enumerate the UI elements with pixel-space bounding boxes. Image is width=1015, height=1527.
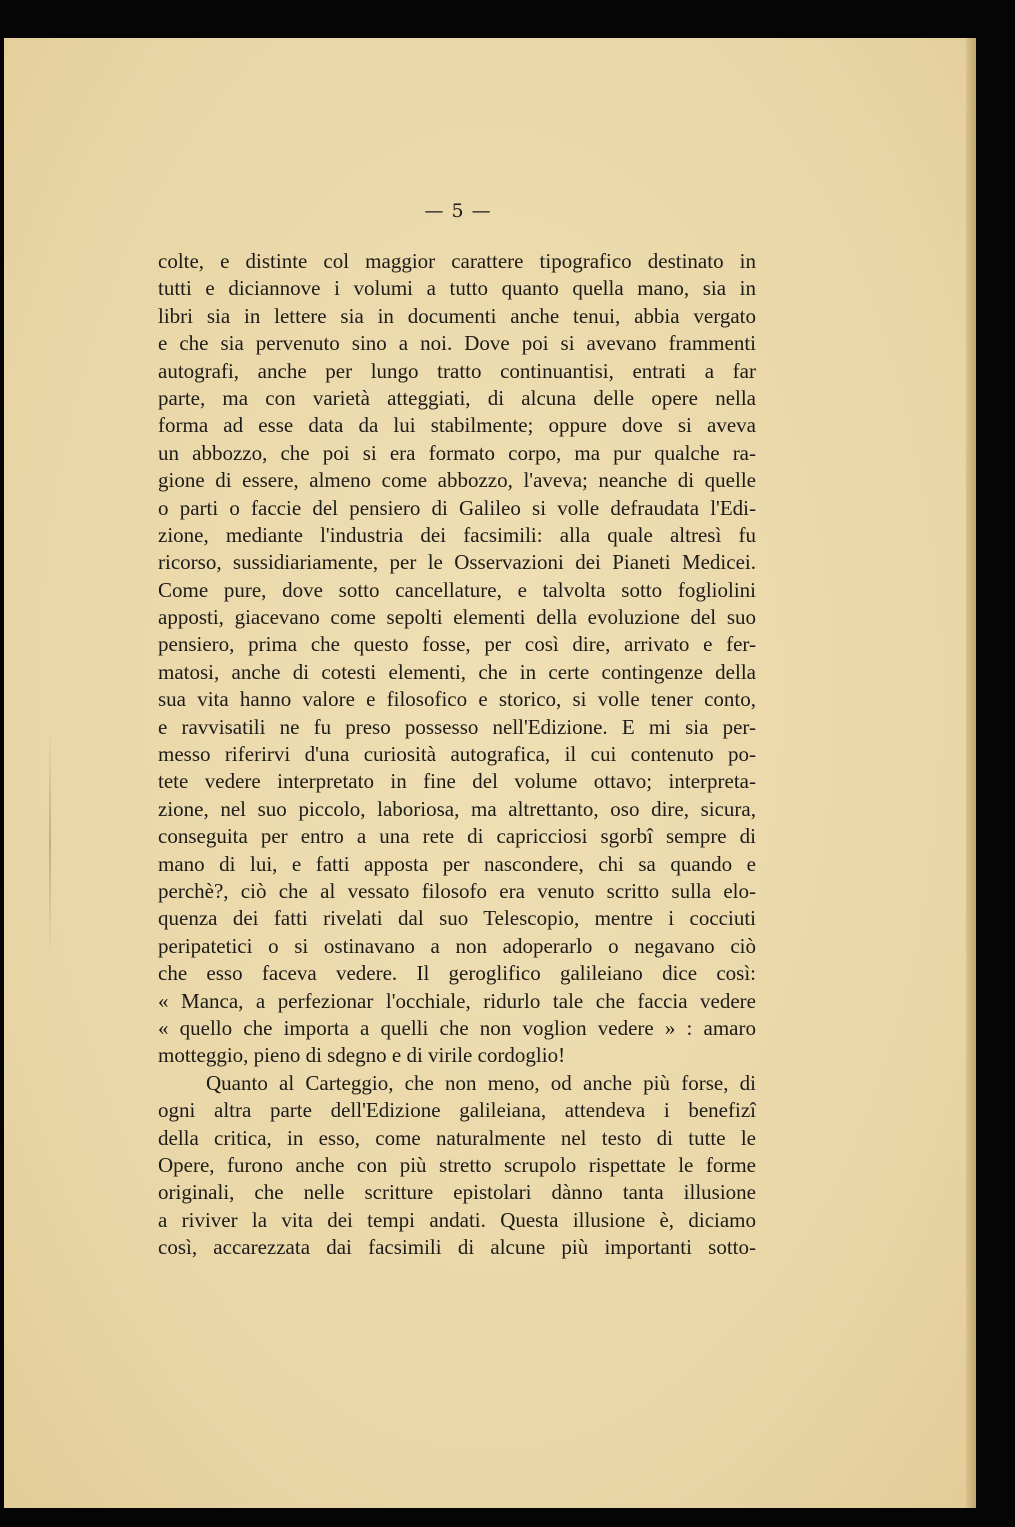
text-line: « Manca, a perfezionar l'occhiale, ridurlo tale che faccia vedere <box>158 988 756 1013</box>
text-line: peripatetici o si ostinavano a non adoperarlo o negavano ciò <box>158 933 756 958</box>
text-line: e ravvisatili ne fu preso possesso nell'Edizione. E mi sia per- <box>158 714 756 739</box>
text-line: o parti o faccie del pensiero di Galileo si volle defraudata l'Edi- <box>158 495 756 520</box>
text-line: ogni altra parte dell'Edizione galileiana, attendeva i benefizî <box>158 1098 756 1123</box>
text-line: della critica, in esso, come naturalmente nel testo di tutte le <box>158 1125 756 1150</box>
text-line: motteggio, pieno di sdegno e di virile cordoglio! <box>158 1043 566 1068</box>
text-line: perchè?, ciò che al vessato filosofo era venuto scritto sulla elo- <box>158 878 756 903</box>
text-line: parte, ma con varietà atteggiati, di alcuna delle opere nella <box>158 385 756 410</box>
page-edge <box>966 38 976 1508</box>
text-line: a riviver la vita dei tempi andati. Questa illusione è, diciamo <box>158 1207 756 1232</box>
text-line: quenza dei fatti rivelati dal suo Telescopio, mentre i cocciuti <box>158 906 756 931</box>
text-line: libri sia in lettere sia in documenti anche tenui, abbia vergato <box>158 303 756 328</box>
text-line: mano di lui, e fatti apposta per nascondere, chi sa quando e <box>158 851 756 876</box>
text-line: originali, che nelle scritture epistolari dànno tanta illusione <box>158 1180 756 1205</box>
text-line: conseguita per entro a una rete di capricciosi sgorbî sempre di <box>158 824 756 849</box>
text-line: apposti, giacevano come sepolti elementi della evoluzione del suo <box>158 605 756 630</box>
text-line: che esso faceva vedere. Il geroglifico galileiano dice così: <box>158 961 756 986</box>
text-line: gione di essere, almeno come abbozzo, l'aveva; neanche di quelle <box>158 468 756 493</box>
text-line: Opere, furono anche con più stretto scrupolo rispettate le forme <box>158 1152 756 1177</box>
text-line: e che sia pervenuto sino a noi. Dove poi si avevano frammenti <box>158 331 756 356</box>
paragraph <box>158 1070 756 1262</box>
text-line: messo riferirvi d'una curiosità autografica, il cui contenuto po- <box>158 742 756 767</box>
text-line: tutti e diciannove i volumi a tutto quanto quella mano, sia in <box>158 276 756 301</box>
paragraph <box>158 248 756 1070</box>
body-text <box>158 248 756 1261</box>
text-line: colte, e distinte col maggior carattere tipografico destinato in <box>158 249 756 273</box>
text-line: tete vedere interpretato in fine del volume ottavo; interpreta- <box>158 769 756 794</box>
text-line: « quello che importa a quelli che non voglion vedere » : amaro <box>158 1015 756 1040</box>
text-line: Quanto al Carteggio, che non meno, od anche più forse, di <box>206 1070 756 1095</box>
page-number: — 5 — <box>424 200 492 222</box>
text-line: autografi, anche per lungo tratto continuantisi, entrati a far <box>158 358 756 383</box>
book-page <box>4 38 976 1508</box>
text-line: pensiero, prima che questo fosse, per così dire, arrivato e fer- <box>158 632 756 657</box>
text-line: così, accarezzata dai facsimili di alcune più importanti sotto- <box>158 1235 756 1260</box>
text-line: ricorso, sussidiariamente, per le Osservazioni dei Pianeti Medicei. <box>158 550 756 575</box>
binding-thread <box>49 728 51 958</box>
text-line: zione, nel suo piccolo, laboriosa, ma altrettanto, oso dire, sicura, <box>158 796 756 821</box>
text-line: zione, mediante l'industria dei facsimili: alla quale altresì fu <box>158 522 756 547</box>
text-line: un abbozzo, che poi si era formato corpo, ma pur qualche ra- <box>158 440 756 465</box>
text-line: Come pure, dove sotto cancellature, e talvolta sotto fogliolini <box>158 577 756 602</box>
text-line: sua vita hanno valore e filosofico e storico, si volle tener conto, <box>158 687 756 712</box>
text-line: matosi, anche di cotesti elementi, che in certe contingenze della <box>158 659 756 684</box>
text-line: forma ad esse data da lui stabilmente; oppure dove si aveva <box>158 413 756 438</box>
